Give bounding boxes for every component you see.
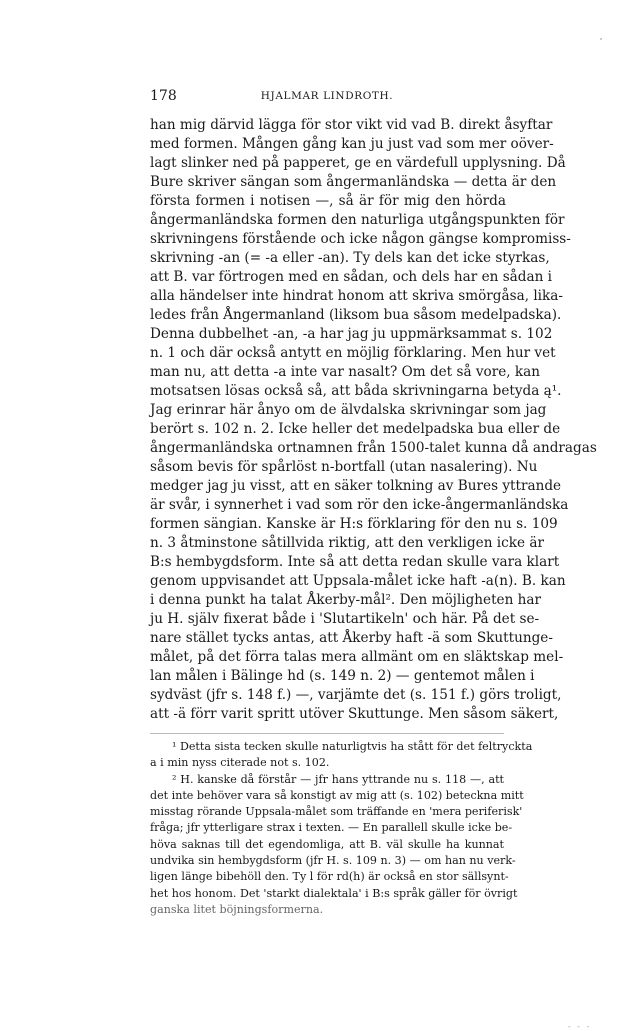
- text-line: att -ä förr varit spritt utöver Skuttunge. Men såsom säkert,: [150, 706, 559, 722]
- text-line: ångermanländska ortnamnen från 1500-talet kunna då andragas: [150, 440, 597, 456]
- text-line: målet, på det förra talas mera allmänt om en släktskap mel-: [150, 649, 564, 665]
- text-line: lagt slinker ned på papperet, ge en värdefull upplysning. Då: [150, 155, 566, 171]
- text-line: man nu, att detta -a inte var nasalt? Om det så vore, kan: [150, 364, 541, 380]
- scan-speck: [600, 38, 602, 40]
- text-line: ledes från Ångermanland (liksom bua såsom medelpadska).: [150, 307, 562, 323]
- footnote-line: a i min nyss citerade not s. 102.: [150, 756, 330, 770]
- text-line: med formen. Mången gång kan ju just vad som mer oöver-: [150, 136, 554, 152]
- running-title: HJALMAR LINDROTH.: [260, 90, 394, 102]
- text-line: första formen i notisen —, så är för mig den hörda: [150, 193, 506, 209]
- page-header: [150, 88, 504, 108]
- text-line: sydväst (jfr s. 148 f.) —, varjämte det (s. 151 f.) görs troligt,: [150, 687, 562, 703]
- text-line: att B. var förtrogen med en sådan, och dels har en sådan i: [150, 269, 553, 285]
- text-line: Denna dubbelhet -an, -a har jag ju uppmärksammat s. 102: [150, 326, 553, 342]
- text-line: skrivningens förstående och icke någon gängse kompromiss-: [150, 231, 571, 247]
- text-line: han mig därvid lägga för stor vikt vid vad B. direkt åsyftar: [150, 117, 553, 133]
- footnote-line: höva saknas till det egendomliga, att B. väl skulle ha kunnat: [150, 837, 504, 851]
- text-line: nare stället tycks antas, att Åkerby haft -ä som Skuttunge-: [150, 630, 553, 646]
- text-line: n. 1 och där också antytt en möjlig förklaring. Men hur vet: [150, 345, 556, 361]
- text-line: genom uppvisandet att Uppsala-målet icke haft -a(n). B. kan: [150, 573, 566, 589]
- footnote-line: undvika sin hembygdsform (jfr H. s. 109 n. 3) — om han nu verk-: [150, 854, 516, 868]
- text-line: skrivning -an (= -a eller -an). Ty dels kan det icke styrkas,: [150, 250, 550, 266]
- footnotes: [150, 739, 533, 918]
- text-line: motsatsen lösas också så, att båda skrivningarna betyda ą¹.: [150, 383, 562, 399]
- bottom-mark: - - -: [568, 1022, 592, 1031]
- text-line: ångermanländska formen den naturliga utgångspunkten för: [150, 212, 565, 228]
- footnote-rule: [150, 733, 504, 734]
- text-line: berört s. 102 n. 2. Icke heller det medelpadska bua eller de: [150, 421, 561, 437]
- text-line: i denna punkt ha talat Åkerby-mål². Den möjligheten har: [150, 592, 542, 608]
- text-line: ju H. själv fixerat både i 'Slutartikeln' och här. På det se-: [150, 611, 540, 627]
- page-number: 178: [150, 88, 177, 104]
- text-line: är svår, i synnerhet i vad som rör den icke-ångermanländska: [150, 497, 569, 513]
- text-line: medger jag ju visst, att en säker tolkning av Bures yttrande: [150, 478, 562, 494]
- text-line: B:s hembygdsform. Inte så att detta redan skulle vara klart: [150, 554, 560, 570]
- footnote-line: het hos honom. Det 'starkt dialektala' i B:s språk gäller för övrigt: [150, 886, 518, 900]
- main-text: [150, 116, 597, 724]
- text-line: alla händelser inte hindrat honom att skriva smörgåsa, lika-: [150, 288, 563, 304]
- footnote-line: misstag rörande Uppsala-målet som träffande en 'mera periferisk': [150, 805, 523, 819]
- footnote-line: ² H. kanske då förstår — jfr hans yttrande nu s. 118 —, att: [172, 772, 504, 786]
- footnote-line: ligen länge bibehöll den. Ty l för rd(h) är också en stor sällsynt-: [150, 870, 509, 884]
- text-line: såsom bevis för spårlöst n-bortfall (utan nasalering). Nu: [150, 459, 538, 475]
- footnote-line: fråga; jfr ytterligare strax i texten. — En parallell skulle icke be-: [150, 821, 513, 835]
- footnote-line: ganska litet böjningsformerna.: [150, 902, 324, 916]
- text-line: lan målen i Bälinge hd (s. 149 n. 2) — gentemot målen i: [150, 668, 535, 684]
- text-line: Jag erinrar här ånyo om de älvdalska skrivningar som jag: [150, 402, 547, 418]
- text-line: formen sängian. Kanske är H:s förklaring för den nu s. 109: [150, 516, 558, 532]
- text-line: n. 3 åtminstone såtillvida riktig, att den verkligen icke är: [150, 535, 544, 551]
- text-line: Bure skriver sängan som ångermanländska — detta är den: [150, 174, 557, 190]
- footnote-line: ¹ Detta sista tecken skulle naturligtvis ha stått för det feltryckta: [172, 740, 533, 753]
- footnote-line: det inte behöver vara så konstigt av mig att (s. 102) beteckna mitt: [150, 788, 524, 802]
